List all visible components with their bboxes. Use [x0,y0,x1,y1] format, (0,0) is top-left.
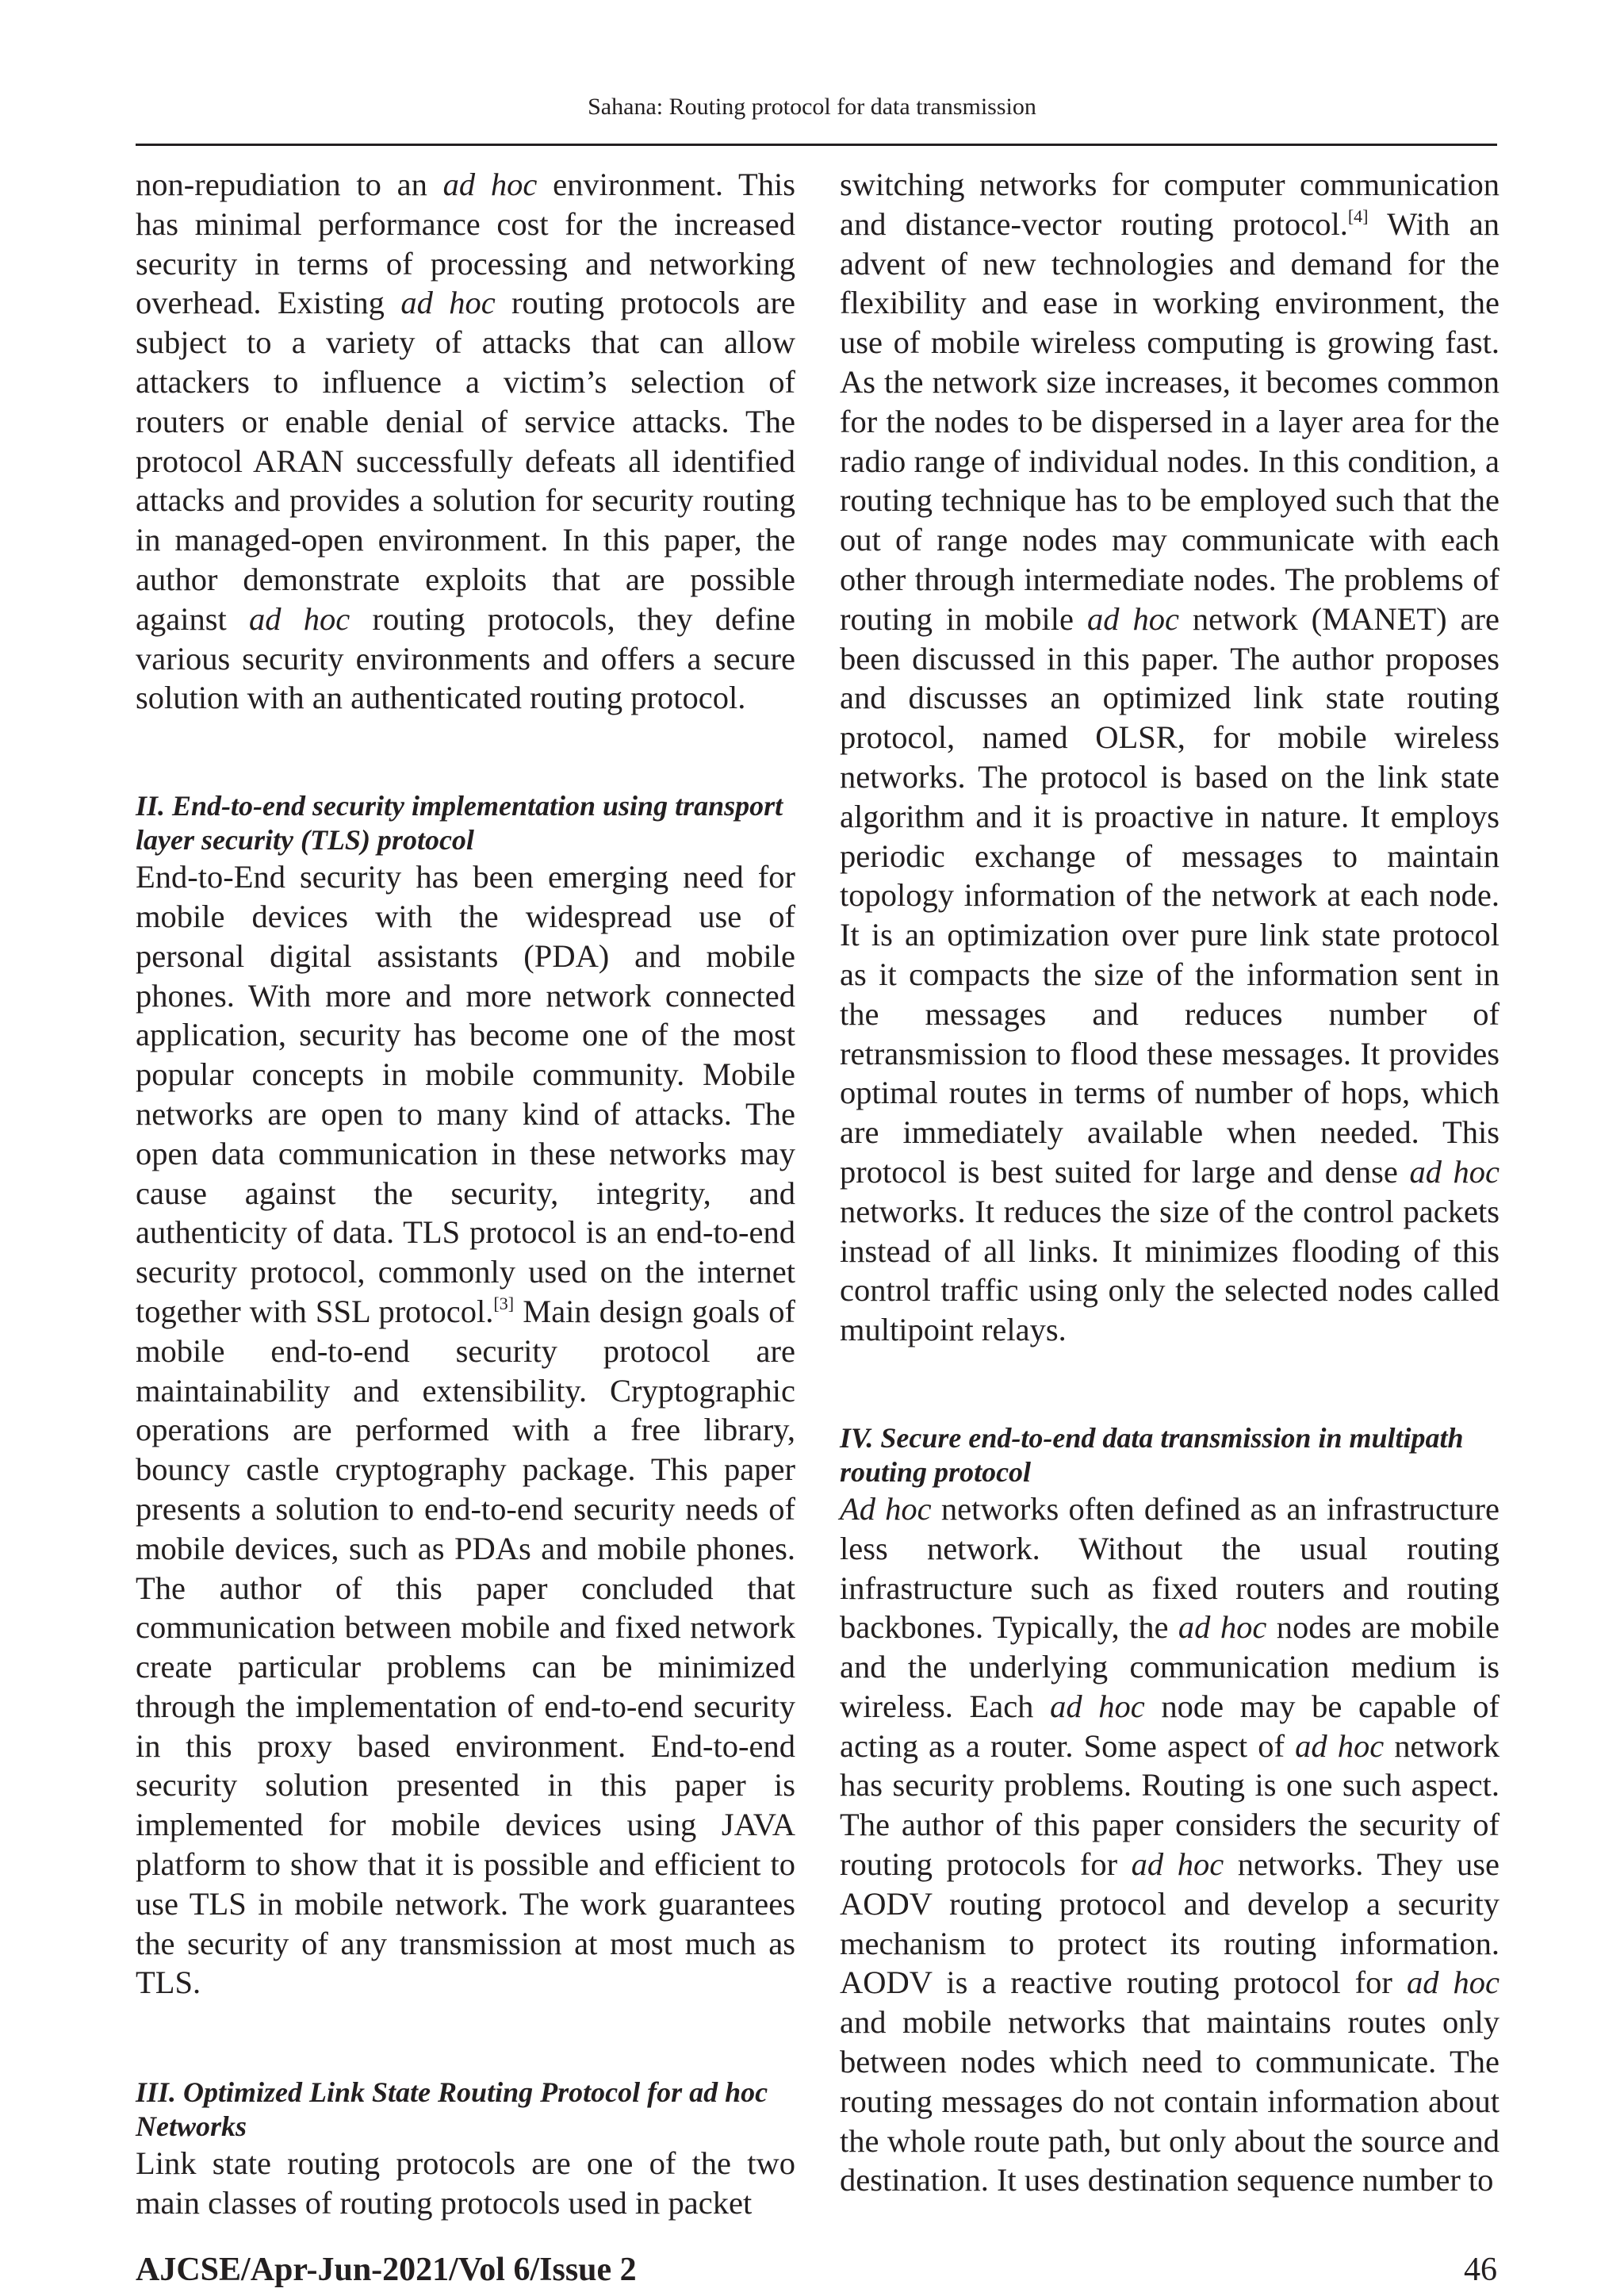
text-run: routing protocols, they define various security environments and offers a secure solution with an authenticated routing protocol. [136,600,796,716]
text-run: networks often defined as an infrastructure less network. Without the usual routing infrastructure such as fixed routers and routing backbones. Typically, the [840,1490,1500,1646]
text-run: environment. This has minimal performance cost for the increased security in terms of processing and networking overhead. Existing [136,167,795,321]
left-column [136,165,795,2223]
header-rule [136,144,1497,146]
text-run: nodes are mobile and the underlying communication medium is wireless. Each [840,1609,1500,1724]
italic-term: Ad hoc [840,1490,932,1527]
text-run: Link state routing protocols are one of the two main classes of routing protocols used in packet [136,2145,795,2221]
text-run: Main design goals of mobile end-to-end security protocol are maintainability and extensibility. Cryptographic operations are performed with a free library, bouncy castle cryptography package. This paper presents a solution to end-to-end security needs of mobile devices, such as PDAs and mobile phones. The author of this paper concluded that communication between mobile and fixed network create particular problems can be minimized through the implementation of end-to-end security in this proxy based environment. End-to-end security solution presented in this paper is implemented for mobile devices using JAVA platform to show that it is possible and efficient to use TLS in mobile network. The work guarantees the security of any transmission at most much as TLS. [136,1293,795,2001]
text-run: network (MANET) are been discussed in this paper. The author proposes and discusses an optimized link state routing protocol, named OLSR, for mobile wireless networks. The protocol is based on the link state algorithm and it is proactive in nature. It employs periodic exchange of messages to maintain topology information of the network at each node. It is an optimization over pure link state protocol as it compacts the size of the information sent in the messages and reduces number of retransmission to flood these messages. It provides optimal routes in terms of number of hops, which are immediately available when needed. This protocol is best suited for large and dense [840,600,1500,1190]
italic-term: ad hoc [248,600,350,637]
paragraph [136,165,795,718]
running-header-title: Sahana: Routing protocol for data transmission [588,94,1036,120]
footer-journal-info: AJCSE/Apr-Jun-2021/Vol 6/Issue 2 [136,2252,637,2288]
paragraph [136,857,795,2003]
text-run: node may be capable of acting as a router. Some aspect of [840,1688,1500,1764]
text-run: networks. It reduces the size of the control packets instead of all links. It minimizes flooding of this control traffic using only the selected nodes called multipoint relays. [840,1193,1500,1348]
citation-ref: [4] [1347,205,1369,226]
right-column [840,165,1500,2200]
paragraph [136,2144,795,2223]
italic-term: ad hoc [400,285,496,321]
footer-page-number: 46 [1464,2252,1497,2288]
text-run: non-repudiation to an [136,167,443,202]
section-spacer [136,2003,795,2076]
paragraph [840,1489,1500,2200]
text-run: switching networks for computer communication and distance-vector routing protocol. [840,167,1500,242]
text-run: routing protocols are subject to a variety of attacks that can allow attackers to influence a victim’s selection of routers or enable denial of service attacks. The protocol ARAN successfully defeats all identified attacks and provides a solution for security routing in managed-open environment. In this paper, the author demonstrate exploits that are possible against [136,285,795,637]
italic-term: ad hoc [1409,1153,1500,1190]
section-spacer [136,718,795,789]
italic-term: ad hoc [1086,600,1179,637]
italic-term: ad hoc [1406,1964,1500,2001]
text-run: End-to-End security has been emerging need for mobile devices with the widespread use of personal digital assistants (PDA) and mobile phones. With more and more network connected application, security has become one of the most popular concepts in mobile community. Mobile networks are open to many kind of attacks. The open data communication in these networks may cause against the security, integrity, and authenticity of data. TLS protocol is an end-to-end security protocol, commonly used on the internet together with SSL protocol. [136,859,795,1329]
text-run: network has security problems. Routing is one such aspect. The author of this paper considers the security of routing protocols for [840,1727,1500,1883]
section-spacer [840,1350,1500,1421]
italic-term: ad hoc [1131,1846,1224,1883]
italic-term: ad hoc [1295,1727,1385,1764]
paragraph [840,165,1500,1350]
section-heading-4: IV. Secure end-to-end data transmission in multipath routing protocol [840,1421,1464,1488]
section-heading-3: III. Optimized Link State Routing Protocol for ad hoc Networks [136,2076,768,2143]
text-run: networks. They use AODV routing protocol and develop a security mechanism to protect its routing information. AODV is a reactive routing protocol for [840,1846,1500,2001]
text-run: With an advent of new technologies and demand for the flexibility and ease in working environment, the use of mobile wireless computing is growing fast. As the network size increases, it becomes common for the nodes to be dispersed in a layer area for the radio range of individual nodes. In this condition, a routing technique has to be employed such that the out of range nodes may communicate with each other through intermediate nodes. The problems of routing in mobile [840,205,1500,637]
italic-term: ad hoc [1050,1688,1145,1724]
citation-ref: [3] [493,1293,515,1313]
italic-term: ad hoc [1178,1609,1267,1646]
section-heading-2: II. End-to-end security implementation using transport layer security (TLS) protocol [136,790,783,857]
text-run: and mobile networks that maintains routes only between nodes which need to communicate. The routing messages do not contain information about the whole route path, but only about the source and destination. It uses destination sequence number to [840,2004,1500,2198]
italic-term: ad hoc [442,167,538,202]
